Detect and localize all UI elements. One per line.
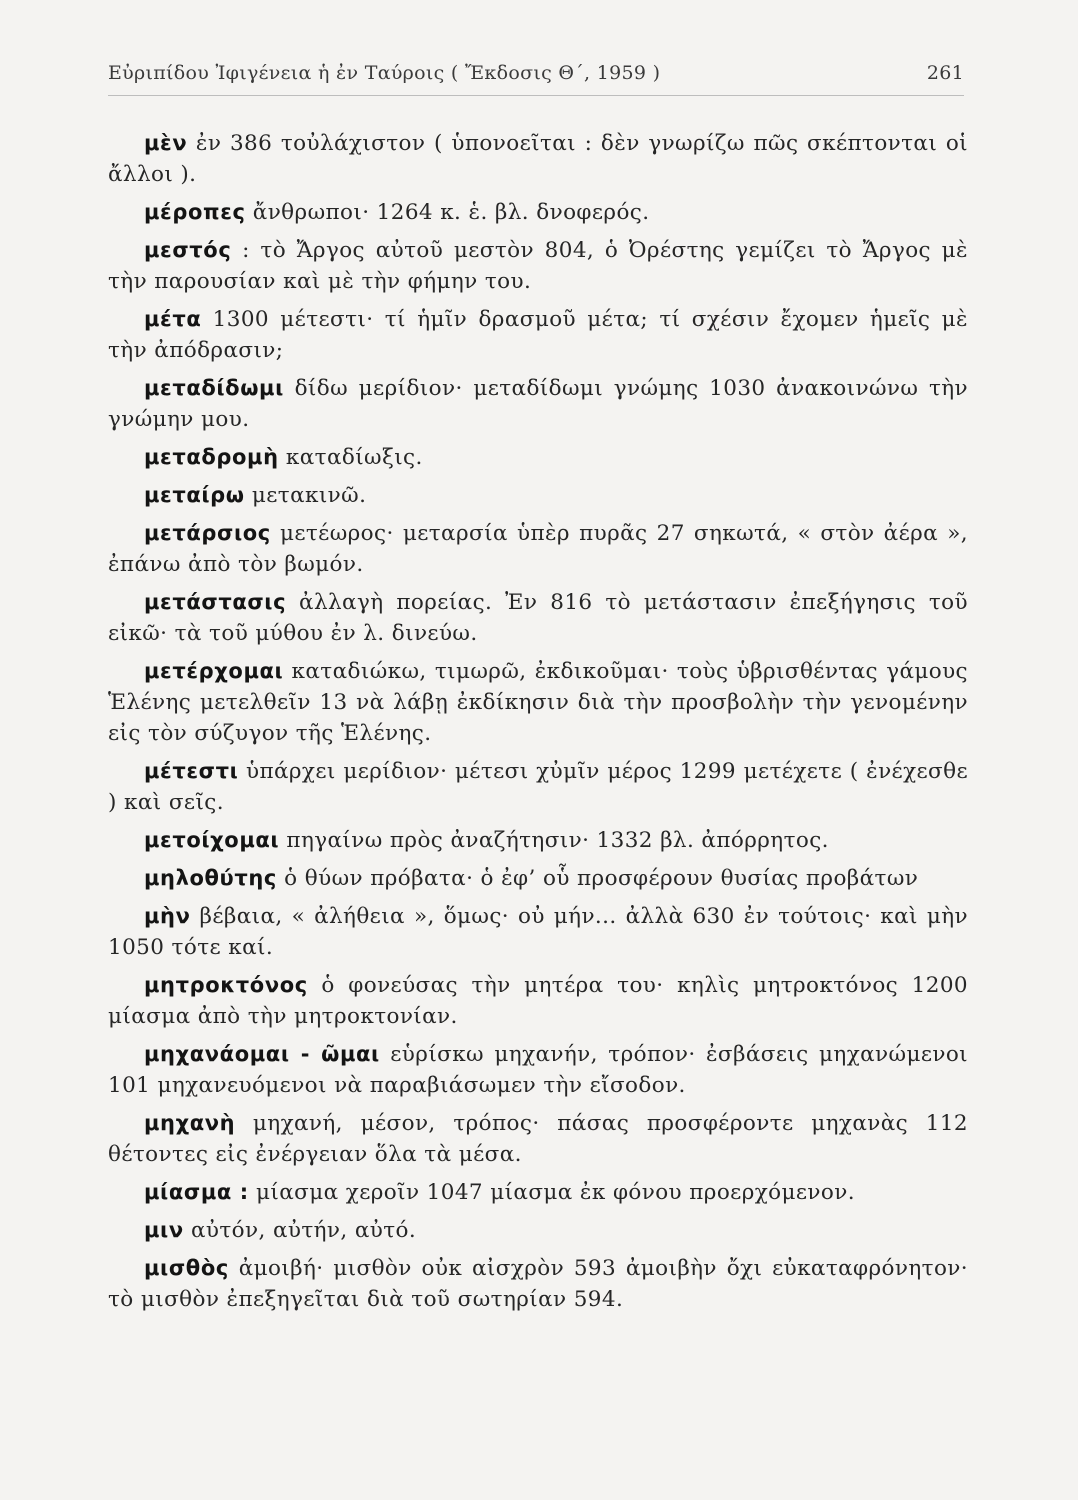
glossary-entry bbox=[108, 442, 968, 473]
entry-definition: μετέωρος· μεταρσία ὑπὲρ πυρᾶς 27 σηκωτά, « στὸν ἀέρα », ἐπάνω ἀπὸ τὸν βωμόν. bbox=[108, 521, 968, 577]
entry-lemma: μὴν bbox=[144, 904, 191, 928]
entry-lemma: μηχανὴ bbox=[144, 1111, 236, 1135]
running-head bbox=[108, 62, 964, 92]
entry-definition: 1300 μέτεστι· τί ἡμῖν δρασμοῦ μέτα; τί σχέσιν ἔχομεν ἡμεῖς μὲ τὴν ἀπόδρασιν; bbox=[108, 307, 968, 363]
glossary-entries bbox=[108, 128, 968, 1322]
glossary-entry bbox=[108, 128, 968, 190]
entry-lemma: μεταδρομὴ bbox=[144, 445, 279, 469]
glossary-entry bbox=[108, 480, 968, 511]
entry-lemma: μέροπες bbox=[144, 200, 246, 224]
entry-lemma: μίασμα : bbox=[144, 1180, 249, 1204]
entry-lemma: μηλοθύτης bbox=[144, 866, 277, 890]
entry-definition: καταδίωξις. bbox=[278, 445, 423, 470]
glossary-entry bbox=[108, 1108, 968, 1170]
entry-lemma: μεταδίδωμι bbox=[144, 376, 284, 400]
entry-lemma: μεταίρω bbox=[144, 483, 245, 507]
entry-definition: εὑρίσκω μηχανήν, τρόπον· ἐσβάσεις μηχανώμενοι 101 μηχανευόμενοι νὰ παραβιάσωμεν τὴν εἴσοδον. bbox=[108, 1042, 969, 1098]
entry-definition: μετακινῶ. bbox=[244, 483, 367, 508]
entry-definition: μίασμα χεροῖν 1047 μίασμα ἐκ φόνου προερχόμενον. bbox=[248, 1180, 855, 1205]
page-number: 261 bbox=[926, 62, 964, 84]
entry-definition: βέβαια, « ἀλήθεια », ὅμως· οὐ μήν... ἀλλὰ 630 ἐν τούτοις· καὶ μὴν 1050 τότε καί. bbox=[108, 904, 968, 960]
entry-definition: μηχανή, μέσον, τρόπος· πάσας προσφέροντε μηχανὰς 112 θέτοντες εἰς ἐνέργειαν ὅλα τὰ μέσα. bbox=[108, 1111, 968, 1167]
glossary-entry bbox=[108, 235, 968, 297]
entry-lemma: μετέρχομαι bbox=[144, 659, 284, 683]
entry-definition: καταδιώκω, τιμωρῶ, ἐκδικοῦμαι· τοὺς ὑβρισθέντας γάμους Ἑλένης μετελθεῖν 13 νὰ λάβῃ ἐκδίκησιν διὰ τὴν προσβολὴν τὴν γενομένην εἰς τὸν σύζυγον τῆς Ἑλένης. bbox=[108, 659, 968, 746]
entry-lemma: μετοίχομαι bbox=[144, 828, 280, 852]
entry-lemma: μηχανάομαι - ῶμαι bbox=[144, 1042, 380, 1066]
glossary-entry bbox=[108, 756, 968, 818]
glossary-entry bbox=[108, 1253, 968, 1315]
header-rule bbox=[108, 95, 964, 96]
glossary-entry bbox=[108, 1215, 968, 1246]
entry-lemma: μεστός bbox=[144, 238, 232, 262]
entry-lemma: μετάστασις bbox=[144, 590, 287, 614]
glossary-entry bbox=[108, 587, 968, 649]
glossary-entry bbox=[108, 656, 968, 749]
entry-lemma: μητροκτόνος bbox=[144, 973, 308, 997]
entry-definition: : τὸ Ἄργος αὐτοῦ μεστὸν 804, ὁ Ὀρέστης γεμίζει τὸ Ἄργος μὲ τὴν παρουσίαν καὶ μὲ τὴν φήμην του. bbox=[108, 238, 968, 294]
entry-definition: ὁ φονεύσας τὴν μητέρα του· κηλὶς μητροκτόνος 1200 μίασμα ἀπὸ τὴν μητροκτονίαν. bbox=[108, 973, 968, 1029]
entry-lemma: μέτα bbox=[144, 307, 202, 331]
entry-lemma: μετάρσιος bbox=[144, 521, 271, 545]
entry-definition: ἄνθρωποι· 1264 κ. ἑ. βλ. δνοφερός. bbox=[245, 200, 650, 225]
glossary-entry bbox=[108, 373, 968, 435]
entry-lemma: μιν bbox=[144, 1218, 184, 1242]
entry-definition: ἀλλαγὴ πορείας. Ἐν 816 τὸ μετάστασιν ἐπεξήγησις τοῦ εἰκῶ· τὰ τοῦ μύθου ἐν λ. δινεύω. bbox=[108, 590, 968, 646]
entry-lemma: μὲν bbox=[144, 131, 188, 155]
glossary-entry bbox=[108, 863, 968, 894]
running-head-title: Εὐριπίδου Ἰφιγένεια ἡ ἐν Ταύροις ( Ἔκδοσις Θ΄, 1959 ) bbox=[108, 62, 661, 84]
glossary-entry bbox=[108, 518, 968, 580]
glossary-entry bbox=[108, 825, 968, 856]
entry-lemma: μέτεστι bbox=[144, 759, 239, 783]
glossary-entry bbox=[108, 304, 968, 366]
glossary-entry bbox=[108, 1039, 968, 1101]
entry-definition: ὑπάρχει μερίδιον· μέτεσι χὐμῖν μέρος 1299 μετέχετε ( ἐνέχεσθε ) καὶ σεῖς. bbox=[108, 759, 968, 815]
glossary-entry bbox=[108, 197, 968, 228]
entry-lemma: μισθὸς bbox=[144, 1256, 229, 1280]
glossary-entry bbox=[108, 1177, 968, 1208]
entry-definition: ἀμοιβή· μισθὸν οὐκ αἰσχρὸν 593 ἀμοιβὴν ὄχι εὐκαταφρόνητον· τὸ μισθὸν ἐπεξηγεῖται διὰ τοῦ σωτηρίαν 594. bbox=[108, 1256, 968, 1312]
glossary-entry bbox=[108, 970, 968, 1032]
entry-definition: δίδω μερίδιον· μεταδίδωμι γνώμης 1030 ἀνακοινώνω τὴν γνώμην μου. bbox=[108, 376, 968, 432]
entry-definition: πηγαίνω πρὸς ἀναζήτησιν· 1332 βλ. ἀπόρρητος. bbox=[279, 828, 829, 853]
entry-definition: ἐν 386 τοὐλάχιστον ( ὑπονοεῖται : δὲν γνωρίζω πῶς σκέπτονται οἱ ἄλλοι ). bbox=[108, 131, 968, 187]
entry-definition: ὁ θύων πρόβατα· ὁ ἐφ’ οὗ προσφέρουν θυσίας προβάτων bbox=[276, 866, 919, 891]
entry-definition: αὐτόν, αὐτήν, αὐτό. bbox=[183, 1218, 417, 1243]
glossary-entry bbox=[108, 901, 968, 963]
